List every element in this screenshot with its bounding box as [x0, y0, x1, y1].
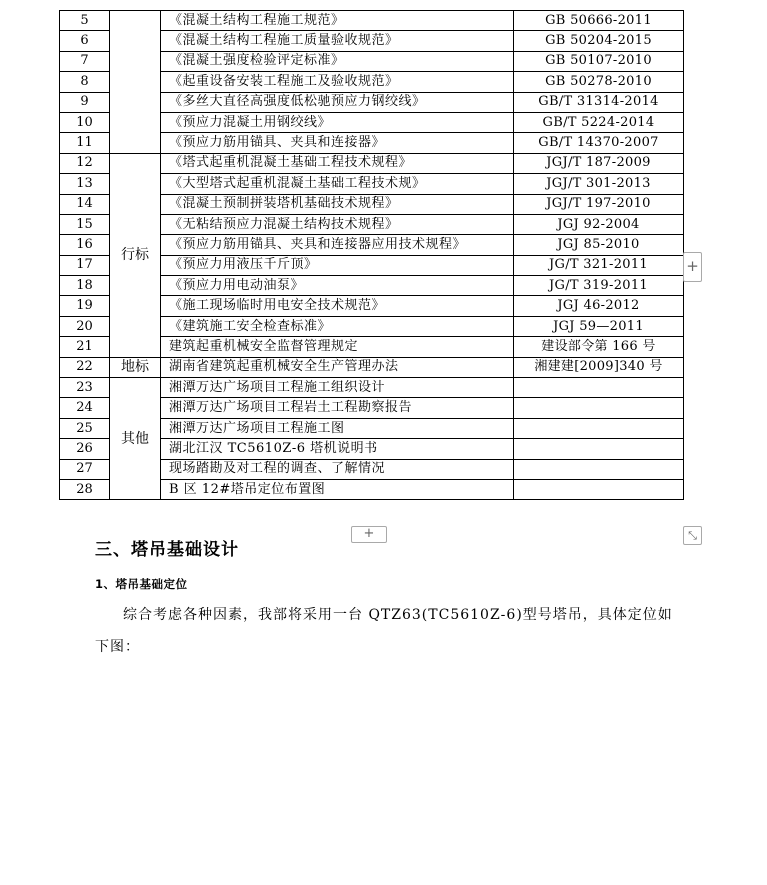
- document-name: 《起重设备安装工程施工及验收规范》: [161, 72, 514, 92]
- document-name: B 区 12#塔吊定位布置图: [161, 479, 514, 499]
- row-number: 13: [60, 174, 110, 194]
- document-code: 建设部令第 166 号: [514, 337, 684, 357]
- document-name: 《混凝土预制拼装塔机基础技术规程》: [161, 194, 514, 214]
- document-code: JG/T 321-2011: [514, 255, 684, 275]
- document-code: JGJ 46-2012: [514, 296, 684, 316]
- document-code: [514, 378, 684, 398]
- row-number: 9: [60, 92, 110, 112]
- document-code: 湘建建[2009]340 号: [514, 357, 684, 377]
- row-number: 6: [60, 31, 110, 51]
- row-number: 10: [60, 112, 110, 132]
- document-name: 《建筑施工安全检查标准》: [161, 316, 514, 336]
- category-cell: 行标: [110, 153, 161, 357]
- table-row: [60, 11, 684, 31]
- document-name: 建筑起重机械安全监督管理规定: [161, 337, 514, 357]
- document-code: JGJ/T 301-2013: [514, 174, 684, 194]
- row-number: 8: [60, 72, 110, 92]
- table-row: [60, 378, 684, 398]
- row-number: 18: [60, 276, 110, 296]
- body-paragraph: 综合考虑各种因素，我部将采用一台 QTZ63(TC5610Z-6)型号塔吊，具体定位如下图：: [95, 607, 673, 655]
- standards-table-body: [60, 11, 684, 500]
- row-number: 23: [60, 378, 110, 398]
- document-code: [514, 418, 684, 438]
- row-number: 7: [60, 51, 110, 71]
- row-number: 21: [60, 337, 110, 357]
- row-number: 25: [60, 418, 110, 438]
- document-name: 湖北江汉 TC5610Z-6 塔机说明书: [161, 439, 514, 459]
- row-number: 27: [60, 459, 110, 479]
- row-number: 19: [60, 296, 110, 316]
- document-name: 《预应力筋用锚具、夹具和连接器应用技术规程》: [161, 235, 514, 255]
- document-code: JGJ/T 197-2010: [514, 194, 684, 214]
- document-code: GB 50107-2010: [514, 51, 684, 71]
- table-resize-handle[interactable]: ⤡: [683, 526, 702, 545]
- row-number: 5: [60, 11, 110, 31]
- document-code: JGJ 85-2010: [514, 235, 684, 255]
- add-column-button[interactable]: +: [683, 252, 702, 282]
- document-name: 湖南省建筑起重机械安全生产管理办法: [161, 357, 514, 377]
- row-number: 12: [60, 153, 110, 173]
- document-code: [514, 398, 684, 418]
- row-number: 22: [60, 357, 110, 377]
- category-cell: [110, 11, 161, 154]
- add-row-button[interactable]: +: [351, 526, 387, 543]
- document-name: 《预应力用电动油泵》: [161, 276, 514, 296]
- row-number: 24: [60, 398, 110, 418]
- document-name: 《预应力筋用锚具、夹具和连接器》: [161, 133, 514, 153]
- document-code: JG/T 319-2011: [514, 276, 684, 296]
- row-number: 11: [60, 133, 110, 153]
- document-name: 湘潭万达广场项目工程岩土工程勘察报告: [161, 398, 514, 418]
- document-code: GB 50204-2015: [514, 31, 684, 51]
- document-name: 《混凝土结构工程施工质量验收规范》: [161, 31, 514, 51]
- table-row: [60, 357, 684, 377]
- subsection-heading: 1、塔吊基础定位: [95, 577, 188, 591]
- document-code: GB 50278-2010: [514, 72, 684, 92]
- document-code: [514, 479, 684, 499]
- document-code: GB/T 14370-2007: [514, 133, 684, 153]
- document-code: [514, 439, 684, 459]
- document-name: 《混凝土强度检验评定标准》: [161, 51, 514, 71]
- document-code: [514, 459, 684, 479]
- row-number: 16: [60, 235, 110, 255]
- document-name: 湘潭万达广场项目工程施工组织设计: [161, 378, 514, 398]
- document-name: 《大型塔式起重机混凝土基础工程技术规》: [161, 174, 514, 194]
- table-row: [60, 153, 684, 173]
- document-code: GB/T 31314-2014: [514, 92, 684, 112]
- row-number: 26: [60, 439, 110, 459]
- row-number: 17: [60, 255, 110, 275]
- document-name: 《无粘结预应力混凝土结构技术规程》: [161, 214, 514, 234]
- category-cell: 其他: [110, 378, 161, 500]
- standards-table: [59, 10, 684, 500]
- document-code: GB/T 5224-2014: [514, 112, 684, 132]
- document-name: 《塔式起重机混凝土基础工程技术规程》: [161, 153, 514, 173]
- document-name: 现场踏勘及对工程的调查、了解情况: [161, 459, 514, 479]
- document-name: 《预应力混凝土用钢绞线》: [161, 112, 514, 132]
- document-code: GB 50666-2011: [514, 11, 684, 31]
- row-number: 20: [60, 316, 110, 336]
- row-number: 28: [60, 479, 110, 499]
- document-name: 《多丝大直径高强度低松驰预应力钢绞线》: [161, 92, 514, 112]
- row-number: 14: [60, 194, 110, 214]
- document-name: 《预应力用液压千斤顶》: [161, 255, 514, 275]
- document-code: JGJ 92-2004: [514, 214, 684, 234]
- category-cell: 地标: [110, 357, 161, 377]
- document-name: 《混凝土结构工程施工规范》: [161, 11, 514, 31]
- document-name: 《施工现场临时用电安全技术规范》: [161, 296, 514, 316]
- document-code: JGJ 59—2011: [514, 316, 684, 336]
- section-heading: 三、塔吊基础设计: [95, 540, 239, 560]
- document-name: 湘潭万达广场项目工程施工图: [161, 418, 514, 438]
- row-number: 15: [60, 214, 110, 234]
- document-code: JGJ/T 187-2009: [514, 153, 684, 173]
